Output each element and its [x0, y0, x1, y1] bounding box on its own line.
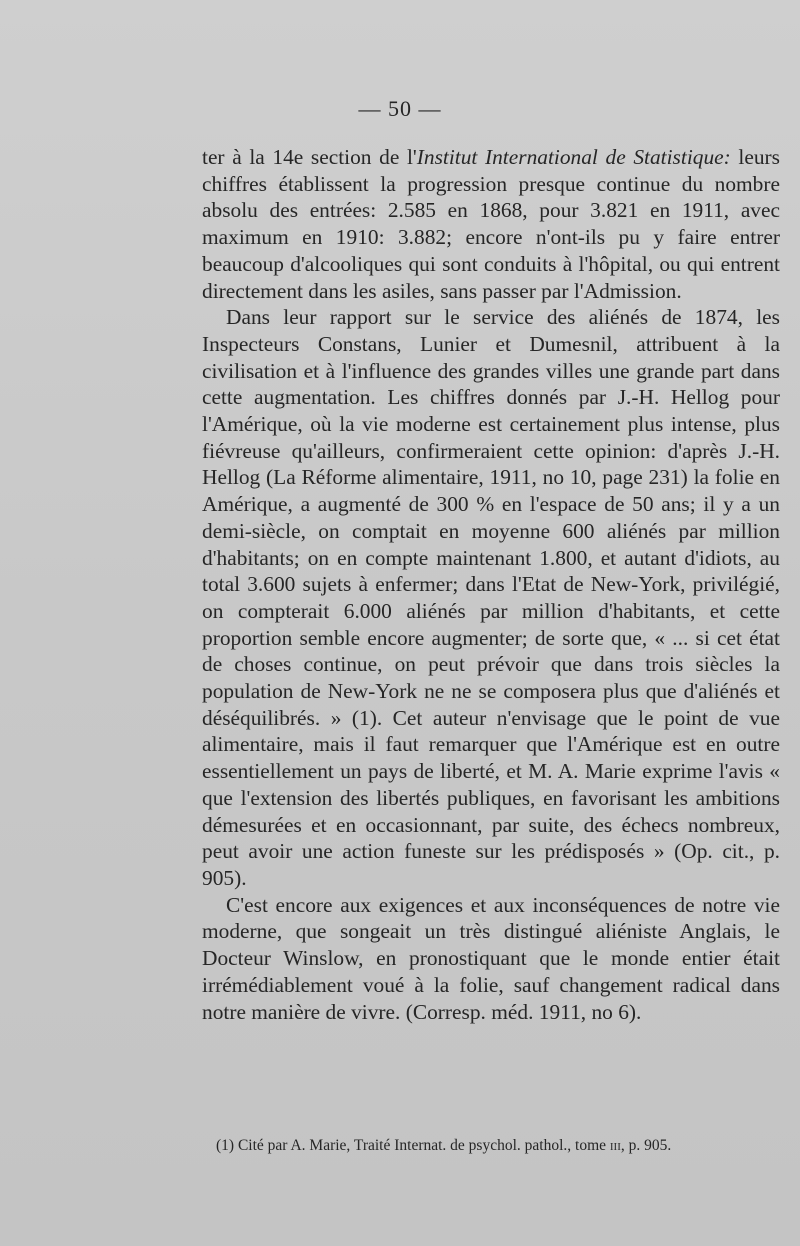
footnote-tome: iii [609, 1137, 621, 1154]
page-number: — 50 — [358, 96, 442, 121]
body-text [202, 144, 780, 1025]
paragraph-inspectors-report: Dans leur rapport sur le service des aliénés de 1874, les Inspecteurs Constans, Lunier et Dumesnil, attribuent à la civilisation et à l'influence des grandes villes une grande part dans cette augmentation. Les chiffres donnés par J.-H. Hellog pour l'Amérique, où la vie moderne est certainement plus intense, plus fiévreuse qu'ailleurs, confirmeraient cette opinion: d'après J.-H. Hellog (La Réforme alimentaire, 1911, no 10, page 231) la folie en Amérique, a augmenté de 300 % en l'espace de 50 ans; il y a un demi-siècle, on comptait en moyenne 600 aliénés par million d'habitants; on en compte maintenant 1.800, et autant d'idiots, au total 3.600 sujets à enfermer; dans l'Etat de New-York, privilégié, on compterait 6.000 aliénés par million d'habitants, et cette proportion semble encore augmenter; de sorte que, « ... si cet état de choses continue, on peut prévoir que dans trois siècles la population de New-York ne ne se composera plus que d'aliénés et déséquilibrés. » (1). Cet auteur n'envisage que le point de vue alimentaire, mais il faut remarquer que l'Amérique est en outre essentiellement un pays de liberté, et M. A. Marie exprime l'avis « que l'extension des libertés publiques, en favorisant les ambitions démesurées et en occasionnant, par suite, des échecs nombreux, peut avoir une action funeste sur les prédisposés » (Op. cit., p. 905). [202, 305, 780, 890]
footnote [216, 1136, 786, 1156]
footnote-marker: (1) [216, 1137, 235, 1154]
paragraph-continuation [202, 144, 780, 304]
paragraph-1-rest: leurs chiffres établissent la progression presque continue du nombre absolu des entrées: 2.585 en 1868, pour 3.821 en 1911, avec maximum en 1910: 3.882; encore n'ont-ils pu y faire entrer beaucoup d'alcooliques qui sont conduits à l'hôpital, ou qui entrent directement dans les asiles, sans passer par l'Admission. [202, 145, 780, 303]
footnote-page: , p. 905. [620, 1137, 672, 1154]
paragraph-1-lead: ter à la 14e section de l' [202, 145, 417, 169]
institute-name-italic: Institut International de Statistique: [416, 145, 731, 169]
footnote-text: Cité par A. Marie, Traité Internat. de psychol. pathol., tome [237, 1137, 607, 1154]
paragraph-winslow: C'est encore aux exigences et aux inconséquences de notre vie moderne, que songeait un très distingué aliéniste Anglais, le Docteur Winslow, en pronostiquant que le monde entier était irrémédiablement voué à la folie, sauf changement radical dans notre manière de vivre. (Corresp. méd. 1911, no 6). [202, 892, 780, 1024]
